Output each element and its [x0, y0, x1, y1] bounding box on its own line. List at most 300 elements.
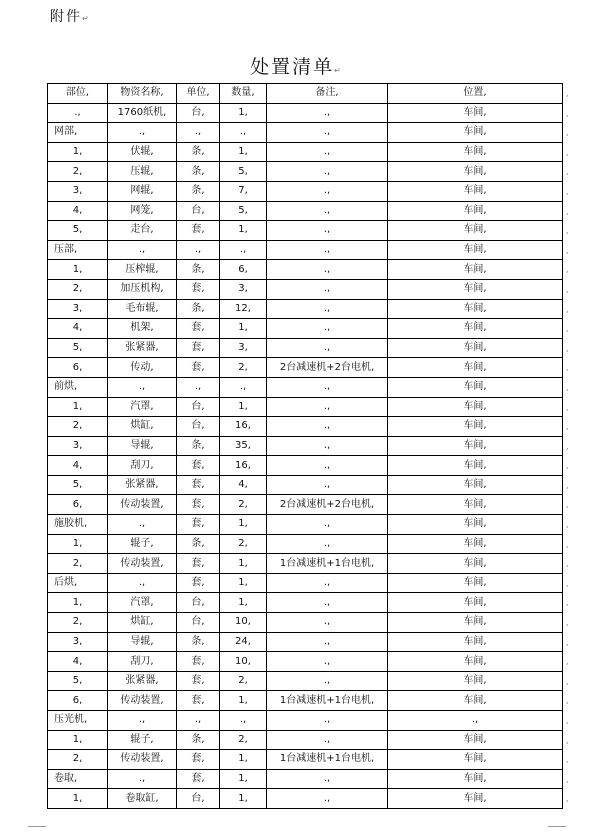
header-cell: 位置, — [388, 84, 563, 104]
table-cell: 套, — [177, 456, 220, 476]
table-cell: 车间, — [388, 123, 563, 143]
table-cell: 压部, — [48, 240, 108, 260]
table-row — [48, 691, 563, 711]
table-row — [48, 475, 563, 495]
table-cell: ., — [267, 162, 388, 182]
table-cell: 2, — [48, 750, 108, 770]
table-row — [48, 534, 563, 554]
table-cell: ., — [267, 711, 388, 731]
table-cell: 毛布辊, — [108, 299, 177, 319]
row-end-mark: , — [566, 716, 569, 725]
row-end-mark: , — [566, 677, 569, 686]
table-cell: 4, — [48, 652, 108, 672]
table-cell: 1, — [220, 554, 267, 574]
table-row — [48, 123, 563, 143]
header-cell: 数量, — [220, 84, 267, 104]
table-cell: 张紧器, — [108, 475, 177, 495]
row-end-mark: , — [566, 246, 569, 255]
row-end-mark: , — [566, 265, 569, 274]
row-end-mark: , — [566, 403, 569, 412]
row-end-mark: , — [566, 167, 569, 176]
table-row — [48, 142, 563, 162]
table-cell: 条, — [177, 632, 220, 652]
table-cell: 网笼, — [108, 201, 177, 221]
table-cell: 台, — [177, 103, 220, 123]
table-cell: 烘缸, — [108, 417, 177, 437]
table-cell: 车间, — [388, 417, 563, 437]
table-cell: 传动装置, — [108, 750, 177, 770]
table-cell: 套, — [177, 769, 220, 789]
table-cell: 车间, — [388, 162, 563, 182]
table-cell: 车间, — [388, 515, 563, 535]
table-cell: 汽罩, — [108, 593, 177, 613]
row-end-mark: , — [566, 657, 569, 666]
table-cell: ., — [267, 456, 388, 476]
table-cell: ., — [267, 260, 388, 280]
table-row — [48, 319, 563, 339]
table-cell: ., — [177, 711, 220, 731]
table-cell: 1台减速机+1台电机, — [267, 750, 388, 770]
row-end-mark: , — [566, 187, 569, 196]
table-cell: 2, — [220, 534, 267, 554]
table-cell: 1, — [220, 789, 267, 809]
table-cell: 汽罩, — [108, 397, 177, 417]
table-cell: 1, — [48, 593, 108, 613]
table-cell: 1, — [220, 221, 267, 241]
table-cell: 套, — [177, 691, 220, 711]
table-cell: 1, — [220, 103, 267, 123]
table-cell: 刮刀, — [108, 652, 177, 672]
row-end-mark: , — [566, 559, 569, 568]
table-cell: 台, — [177, 417, 220, 437]
table-row — [48, 730, 563, 750]
table-row — [48, 240, 563, 260]
row-end-mark: , — [566, 128, 569, 137]
row-end-mark: , — [566, 344, 569, 353]
table-cell: 条, — [177, 162, 220, 182]
table-cell: 3, — [48, 299, 108, 319]
table-cell: ., — [108, 769, 177, 789]
table-cell: 张紧器, — [108, 671, 177, 691]
table-row — [48, 515, 563, 535]
table-cell: ., — [267, 279, 388, 299]
table-header-row — [48, 84, 563, 104]
table-cell: ., — [267, 573, 388, 593]
table-cell: 车间, — [388, 671, 563, 691]
table-cell: 施胶机, — [48, 515, 108, 535]
row-end-mark: , — [566, 481, 569, 490]
disposal-table — [47, 83, 563, 809]
table-row — [48, 456, 563, 476]
table-cell: ., — [267, 103, 388, 123]
table-cell: 1, — [48, 397, 108, 417]
table-cell: 传动装置, — [108, 691, 177, 711]
table-cell: 7, — [220, 181, 267, 201]
table-cell: 5, — [48, 338, 108, 358]
table-row — [48, 103, 563, 123]
table-cell: 车间, — [388, 730, 563, 750]
row-end-mark: , — [566, 540, 569, 549]
table-cell: 1台减速机+1台电机, — [267, 554, 388, 574]
table-cell: 套, — [177, 495, 220, 515]
table-cell: ., — [220, 377, 267, 397]
table-cell: ., — [267, 769, 388, 789]
row-end-mark: , — [566, 794, 569, 803]
row-end-mark: , — [566, 736, 569, 745]
table-cell: 1, — [220, 691, 267, 711]
table-cell: 车间, — [388, 789, 563, 809]
table-cell: ., — [267, 652, 388, 672]
table-body — [48, 103, 563, 808]
table-cell: 压辊, — [108, 162, 177, 182]
table-cell: ., — [267, 515, 388, 535]
table-cell: 6, — [220, 260, 267, 280]
table-cell: ., — [220, 240, 267, 260]
table-cell: 5, — [220, 162, 267, 182]
table-cell: 车间, — [388, 436, 563, 456]
table-cell: 台, — [177, 201, 220, 221]
row-end-mark: , — [566, 148, 569, 157]
table-cell: 3, — [48, 632, 108, 652]
table-cell: 车间, — [388, 142, 563, 162]
table-cell: 4, — [48, 456, 108, 476]
header-cell: 部位, — [48, 84, 108, 104]
table-cell: 16, — [220, 456, 267, 476]
table-cell: 套, — [177, 358, 220, 378]
table-cell: 台, — [177, 789, 220, 809]
table-row — [48, 338, 563, 358]
table-cell: 伏辊, — [108, 142, 177, 162]
table-cell: 卷取, — [48, 769, 108, 789]
table-cell: 1, — [48, 260, 108, 280]
table-cell: 条, — [177, 260, 220, 280]
table-cell: ., — [388, 711, 563, 731]
table-row — [48, 299, 563, 319]
table-cell: 车间, — [388, 299, 563, 319]
table-cell: 条, — [177, 299, 220, 319]
table-cell: ., — [267, 632, 388, 652]
table-cell: 5, — [220, 201, 267, 221]
table-cell: 3, — [220, 338, 267, 358]
table-cell: ., — [267, 299, 388, 319]
table-cell: ., — [267, 201, 388, 221]
table-cell: 5, — [48, 221, 108, 241]
row-end-mark: , — [566, 696, 569, 705]
row-end-mark: , — [566, 500, 569, 509]
table-cell: 6, — [48, 358, 108, 378]
table-cell: 传动, — [108, 358, 177, 378]
table-cell: 辊子, — [108, 534, 177, 554]
table-row — [48, 750, 563, 770]
table-cell: 车间, — [388, 319, 563, 339]
row-end-mark: , — [566, 285, 569, 294]
table-cell: ., — [267, 475, 388, 495]
table-cell: 压榨辊, — [108, 260, 177, 280]
row-end-mark: , — [566, 324, 569, 333]
table-row — [48, 613, 563, 633]
table-cell: 后烘, — [48, 573, 108, 593]
table-row — [48, 593, 563, 613]
table-cell: 车间, — [388, 534, 563, 554]
table-cell: 套, — [177, 671, 220, 691]
table-cell: 车间, — [388, 338, 563, 358]
table-cell: 走台, — [108, 221, 177, 241]
table-cell: 2, — [220, 671, 267, 691]
table-cell: 35, — [220, 436, 267, 456]
row-end-mark: , — [566, 461, 569, 470]
table-cell: ., — [220, 711, 267, 731]
table-cell: 车间, — [388, 240, 563, 260]
table-row — [48, 162, 563, 182]
row-end-mark: , — [566, 109, 569, 118]
table-row — [48, 377, 563, 397]
table-row — [48, 671, 563, 691]
table-cell: 车间, — [388, 691, 563, 711]
table-cell: ., — [267, 397, 388, 417]
table-cell: ., — [177, 377, 220, 397]
header-cell: 物资名称, — [108, 84, 177, 104]
table-cell: 传动装置, — [108, 495, 177, 515]
row-end-mark: , — [566, 207, 569, 216]
table-cell: 车间, — [388, 495, 563, 515]
attachment-label: 附件↵ — [50, 9, 91, 25]
table-cell: ., — [267, 789, 388, 809]
table-cell: ., — [267, 181, 388, 201]
row-end-mark: , — [566, 422, 569, 431]
table-row — [48, 397, 563, 417]
table-row — [48, 417, 563, 437]
table-cell: 套, — [177, 573, 220, 593]
table-cell: 套, — [177, 319, 220, 339]
table-cell: 车间, — [388, 613, 563, 633]
header-cell: 备注, — [267, 84, 388, 104]
table-cell: 烘缸, — [108, 613, 177, 633]
table-row — [48, 711, 563, 731]
table-cell: 12, — [220, 299, 267, 319]
table-cell: 车间, — [388, 377, 563, 397]
table-cell: ., — [267, 377, 388, 397]
table-cell: 2台减速机+2台电机, — [267, 358, 388, 378]
table-cell: 车间, — [388, 456, 563, 476]
table-cell: ., — [267, 436, 388, 456]
table-cell: 车间, — [388, 475, 563, 495]
row-end-mark: , — [566, 383, 569, 392]
table-cell: 张紧器, — [108, 338, 177, 358]
table-cell: ., — [108, 711, 177, 731]
table-cell: 2, — [48, 613, 108, 633]
table-cell: 套, — [177, 279, 220, 299]
table-cell: 1台减速机+1台电机, — [267, 691, 388, 711]
table-cell: 3, — [220, 279, 267, 299]
table-cell: ., — [267, 534, 388, 554]
row-end-mark: , — [566, 520, 569, 529]
table-cell: ., — [108, 240, 177, 260]
table-cell: 1, — [48, 534, 108, 554]
table-cell: 刮刀, — [108, 456, 177, 476]
table-cell: 辊子, — [108, 730, 177, 750]
table-cell: 4, — [220, 475, 267, 495]
table-cell: 传动装置, — [108, 554, 177, 574]
table-cell: 16, — [220, 417, 267, 437]
table-cell: 1, — [220, 142, 267, 162]
table-row — [48, 436, 563, 456]
table-cell: 车间, — [388, 221, 563, 241]
table-cell: 6, — [48, 691, 108, 711]
table-cell: 车间, — [388, 260, 563, 280]
table-cell: 条, — [177, 142, 220, 162]
table-cell: 台, — [177, 397, 220, 417]
table-cell: 台, — [177, 593, 220, 613]
table-cell: 1, — [48, 730, 108, 750]
page-title: 处置清单↵ — [250, 56, 343, 78]
table-cell: 车间, — [388, 181, 563, 201]
table-cell: 台, — [177, 613, 220, 633]
table-cell: 1, — [48, 789, 108, 809]
table-cell: 6, — [48, 495, 108, 515]
table-cell: 机架, — [108, 319, 177, 339]
table-cell: ., — [267, 221, 388, 241]
table-cell: 网辊, — [108, 181, 177, 201]
table-cell: 2, — [48, 554, 108, 574]
table-cell: 1, — [220, 593, 267, 613]
table-cell: 车间, — [388, 201, 563, 221]
table-cell: 套, — [177, 475, 220, 495]
table-cell: ., — [267, 593, 388, 613]
table-cell: 10, — [220, 652, 267, 672]
row-end-mark: , — [566, 579, 569, 588]
table-cell: 套, — [177, 750, 220, 770]
table-cell: ., — [267, 319, 388, 339]
table-cell: 车间, — [388, 103, 563, 123]
table-cell: ., — [177, 123, 220, 143]
table-cell: ., — [267, 338, 388, 358]
row-end-mark: , — [566, 598, 569, 607]
table-cell: ., — [267, 671, 388, 691]
table-cell: 车间, — [388, 279, 563, 299]
table-row — [48, 495, 563, 515]
row-end-mark: , — [566, 89, 569, 98]
table-row — [48, 632, 563, 652]
table-row — [48, 279, 563, 299]
table-row — [48, 554, 563, 574]
row-end-mark: , — [566, 442, 569, 451]
table-cell: 24, — [220, 632, 267, 652]
table-cell: ., — [267, 142, 388, 162]
row-end-mark: , — [566, 638, 569, 647]
table-cell: ., — [267, 730, 388, 750]
row-end-mark: , — [566, 226, 569, 235]
table-cell: ., — [267, 613, 388, 633]
table-cell: 车间, — [388, 750, 563, 770]
table-cell: 5, — [48, 475, 108, 495]
table-cell: 压光机, — [48, 711, 108, 731]
table-cell: 1, — [220, 397, 267, 417]
table-cell: ., — [177, 240, 220, 260]
table-cell: 3, — [48, 181, 108, 201]
table-cell: 2, — [48, 279, 108, 299]
table-cell: 条, — [177, 436, 220, 456]
table-cell: 1, — [220, 750, 267, 770]
table-cell: ., — [108, 573, 177, 593]
table-cell: 车间, — [388, 554, 563, 574]
table-cell: 车间, — [388, 632, 563, 652]
table-row — [48, 358, 563, 378]
table-cell: 套, — [177, 221, 220, 241]
table-cell: 套, — [177, 515, 220, 535]
table-cell: 1, — [48, 142, 108, 162]
table-cell: 车间, — [388, 652, 563, 672]
table-cell: 2, — [48, 417, 108, 437]
table-row — [48, 201, 563, 221]
table-cell: ., — [108, 123, 177, 143]
table-cell: ., — [108, 377, 177, 397]
table-cell: 加压机构, — [108, 279, 177, 299]
table-cell: 1760纸机, — [108, 103, 177, 123]
row-end-mark: , — [566, 775, 569, 784]
table-cell: 车间, — [388, 593, 563, 613]
table-cell: ., — [48, 103, 108, 123]
table-cell: 4, — [48, 201, 108, 221]
table-cell: 3, — [48, 436, 108, 456]
table-cell: 2, — [48, 162, 108, 182]
table-cell: 2, — [220, 358, 267, 378]
table-cell: 卷取缸, — [108, 789, 177, 809]
table-cell: 2台减速机+2台电机, — [267, 495, 388, 515]
table-cell: 条, — [177, 181, 220, 201]
table-cell: 2, — [220, 730, 267, 750]
table-row — [48, 181, 563, 201]
row-end-mark: , — [566, 618, 569, 627]
table-cell: ., — [267, 240, 388, 260]
table-row — [48, 652, 563, 672]
table-cell: 套, — [177, 652, 220, 672]
header-cell: 单位, — [177, 84, 220, 104]
table-cell: 条, — [177, 730, 220, 750]
table-cell: ., — [220, 123, 267, 143]
table-cell: 条, — [177, 534, 220, 554]
table-cell: 1, — [220, 515, 267, 535]
row-end-mark: , — [566, 363, 569, 372]
table-cell: 5, — [48, 671, 108, 691]
table-row — [48, 221, 563, 241]
table-cell: 4, — [48, 319, 108, 339]
table-row — [48, 789, 563, 809]
table-cell: 1, — [220, 769, 267, 789]
table-cell: 网部, — [48, 123, 108, 143]
table-row — [48, 260, 563, 280]
table-cell: 2, — [220, 495, 267, 515]
table-cell: 前烘, — [48, 377, 108, 397]
table-row — [48, 573, 563, 593]
table-cell: 车间, — [388, 397, 563, 417]
table-cell: 车间, — [388, 769, 563, 789]
table-cell: 套, — [177, 554, 220, 574]
row-end-mark: , — [566, 755, 569, 764]
table-cell: 导辊, — [108, 436, 177, 456]
table-cell: 导辊, — [108, 632, 177, 652]
table-cell: 10, — [220, 613, 267, 633]
table-cell: 车间, — [388, 573, 563, 593]
table-cell: 1, — [220, 573, 267, 593]
table-cell: 套, — [177, 338, 220, 358]
table-cell: ., — [108, 515, 177, 535]
table-row — [48, 769, 563, 789]
table-cell: ., — [267, 417, 388, 437]
row-end-mark: , — [566, 305, 569, 314]
table-cell: 1, — [220, 319, 267, 339]
table-cell: 车间, — [388, 358, 563, 378]
table-cell: ., — [267, 123, 388, 143]
